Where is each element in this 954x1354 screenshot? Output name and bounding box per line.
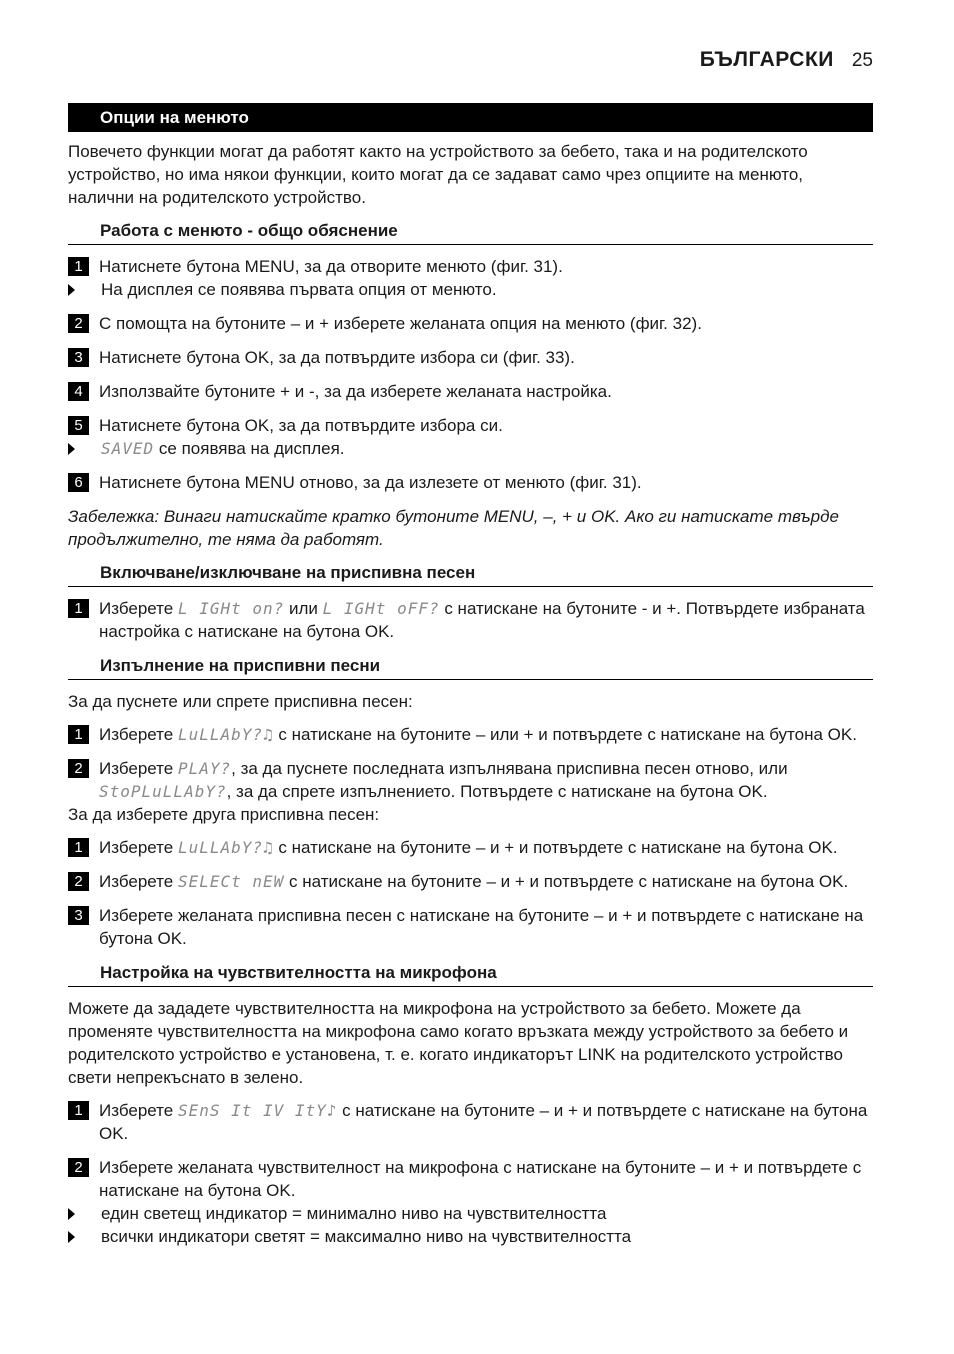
bullet-text: всички индикатори светят = максимално ниво на чувствителността	[101, 1227, 632, 1246]
page-content	[68, 140, 873, 1248]
step	[68, 312, 873, 335]
subheading-play-lullabies: Изпълнение на приспивни песни	[68, 654, 873, 680]
paragraph: Можете да зададете чувствителността на микрофона на устройството за бебето. Можете да променяте чувствителността на микрофона само когато връзката между устройството за бебето и родителското устройство е установена, т. е. когато индикаторът LINK на родителското устройство свети непрекъснато в зелено.	[68, 999, 849, 1087]
bullet-text: се появява на дисплея.	[154, 439, 345, 458]
step-number: 6	[68, 473, 89, 492]
step	[68, 904, 873, 950]
result-bullet	[68, 437, 873, 460]
step-number: 1	[68, 599, 89, 618]
step-text: Изберете SELECt nEW с натискане на бутоните – и + и потвърдете с натискане на бутона OK.	[99, 872, 849, 891]
bullet-arrow-icon	[68, 1231, 75, 1243]
step	[68, 723, 873, 746]
step-text: Изберете SEnS It IV ItY♪ с натискане на бутоните – и + и потвърдете с натискане на бутона OK.	[99, 1101, 868, 1143]
step-text: Изберете LuLLAbY?♫ с натискане на бутоните – или + и потвърдете с натискане на бутона OK.	[99, 725, 857, 744]
step-number: 2	[68, 314, 89, 333]
step	[68, 346, 873, 369]
step	[68, 471, 873, 494]
step-text: Натиснете бутона OK, за да потвърдите избора си.	[99, 416, 503, 435]
step	[68, 757, 873, 803]
step-text: Изберете желаната приспивна песен с натискане на бутоните – и + и потвърдете с натискане на бутона OK.	[99, 906, 864, 948]
step	[68, 1156, 873, 1202]
step	[68, 1099, 873, 1145]
step-text: Изберете LuLLAbY?♫ с натискане на бутоните – и + и потвърдете с натискане на бутона OK.	[99, 838, 838, 857]
step-number: 2	[68, 759, 89, 778]
step	[68, 597, 873, 643]
bullet-arrow-icon	[68, 284, 75, 296]
step-number: 3	[68, 906, 89, 925]
step-number: 3	[68, 348, 89, 367]
lcd-text-light-off: L IGHt oFF?	[322, 599, 440, 618]
lcd-text-lullaby: LuLLAbY?♫	[177, 838, 274, 857]
bullet-arrow-icon	[68, 1208, 75, 1220]
intro-paragraph: Повечето функции могат да работят както на устройството за бебето, така и на родителското устройство, но има някои функции, които могат да се задават само чрез опциите на менюто, налични на родителското устройство.	[68, 142, 808, 207]
step-text: Използвайте бутоните + и -, за да изберете желаната настройка.	[99, 382, 612, 401]
result-bullet	[68, 1202, 873, 1225]
step-number: 1	[68, 257, 89, 276]
step-number: 1	[68, 725, 89, 744]
lcd-text-light-on: L IGHt on?	[177, 599, 285, 618]
subheading-mic-sensitivity: Настройка на чувствителността на микрофона	[68, 961, 873, 987]
step	[68, 414, 873, 437]
bullet-text: един светещ индикатор = минимално ниво на чувствителността	[101, 1204, 607, 1223]
lcd-text-stop-lullaby: StoPLuLLAbY?	[99, 782, 227, 801]
note: Забележка: Винаги натискайте кратко бутоните MENU, –, + и OK. Ако ги натискате твърде продължително, те няма да работят.	[68, 507, 839, 549]
step	[68, 836, 873, 859]
step-text: Изберете L IGHt on? или L IGHt oFF? с натискане на бутоните - и +. Потвърдете избраната настройка с натискане на бутона OK.	[99, 599, 865, 641]
step-text: Изберете PLAY?, за да пуснете последната изпълнявана приспивна песен отново, или StoPLuLLAbY?, за да спрете изпълнението. Потвърдете с натискане на бутона OK.	[99, 759, 788, 801]
step-text: Натиснете бутона MENU, за да отворите менюто (фиг. 31).	[99, 257, 563, 276]
step-number: 1	[68, 838, 89, 857]
step-number: 1	[68, 1101, 89, 1120]
step	[68, 380, 873, 403]
lcd-text-play: PLAY?	[177, 759, 232, 778]
step-number: 5	[68, 416, 89, 435]
lcd-text-saved: SAVED	[101, 439, 155, 458]
page-header	[700, 48, 873, 72]
lcd-text-lullaby: LuLLAbY?♫	[177, 725, 274, 744]
lcd-text-sensitivity: SEnS It IV ItY♪	[177, 1101, 338, 1120]
step-number: 2	[68, 872, 89, 891]
subheading-menu-usage: Работа с менюто - общо обяснение	[68, 219, 873, 245]
step-number: 4	[68, 382, 89, 401]
page-number: 25	[851, 50, 873, 71]
step	[68, 870, 873, 893]
subheading-lullaby-toggle: Включване/изключване на приспивна песен	[68, 561, 873, 587]
step-text: Изберете желаната чувствителност на микрофона с натискане на бутоните – и + и потвърдете с натискане на бутона OK.	[99, 1158, 862, 1200]
result-bullet	[68, 1225, 873, 1248]
paragraph: За да пуснете или спрете приспивна песен:	[68, 692, 413, 711]
step-text: С помощта на бутоните – и + изберете желаната опция на менюто (фиг. 32).	[99, 314, 702, 333]
result-bullet	[68, 278, 873, 301]
language-label: БЪЛГАРСКИ	[699, 48, 834, 71]
step-text: Натиснете бутона MENU отново, за да излезете от менюто (фиг. 31).	[99, 473, 642, 492]
step-text: Натиснете бутона OK, за да потвърдите избора си (фиг. 33).	[99, 348, 575, 367]
section-title: Опции на менюто	[68, 103, 873, 132]
bullet-text: На дисплея се появява първата опция от менюто.	[101, 280, 497, 299]
step	[68, 255, 873, 278]
step-number: 2	[68, 1158, 89, 1177]
paragraph: За да изберете друга приспивна песен:	[68, 805, 380, 824]
lcd-text-select-new: SELECt nEW	[177, 872, 285, 891]
bullet-arrow-icon	[68, 443, 75, 455]
